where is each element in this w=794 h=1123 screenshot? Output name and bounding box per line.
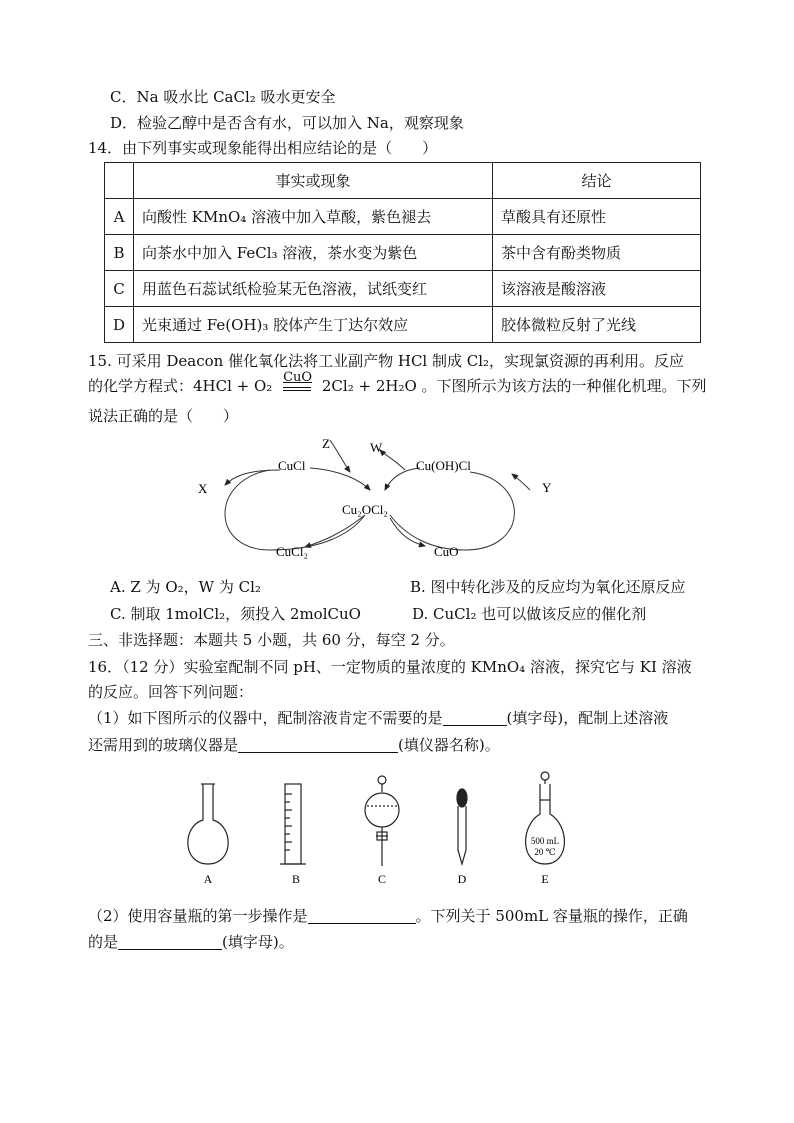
node-x: X: [198, 481, 208, 496]
q16-part2-line2: [88, 931, 294, 953]
row-fact: 光束通过 Fe(OH)₃ 胶体产生丁达尔效应: [134, 307, 493, 343]
apparatus-label-a: A: [203, 872, 213, 886]
row-key: C: [105, 271, 134, 307]
q13-option-d: D．检验乙醇中是否含有水，可以加入 Na，观察现象: [110, 114, 464, 132]
node-z: Z: [322, 436, 330, 451]
q16-part1-text-a: （1）如下图所示的仪器中，配制溶液肯定不需要的是: [88, 709, 443, 727]
table-header-fact: 事实或现象: [134, 163, 493, 199]
row-conclusion: 茶中含有酚类物质: [493, 235, 701, 271]
answer-blank[interactable]: [308, 907, 416, 924]
node-w: W: [370, 440, 383, 455]
answer-blank[interactable]: [238, 736, 398, 753]
q16-part1-text-c: 还需用到的玻璃仪器是: [88, 736, 239, 754]
flask-volume-label: 500 mL: [530, 836, 560, 846]
right-loop-arrow: [390, 472, 514, 550]
q14-stem: 14．由下列事实或现象能得出相应结论的是（ ）: [88, 139, 438, 157]
apparatus-label-b: B: [291, 872, 301, 886]
node-cu2ocl2: Cu₂OCl₂: [342, 502, 388, 517]
q16-part1-line1: [88, 707, 668, 729]
q15-option-b: B. 图中转化涉及的反应均为氧化还原反应: [410, 578, 686, 596]
round-flask-icon: [188, 784, 228, 864]
q13-option-c: C．Na 吸水比 CaCl₂ 吸水更安全: [110, 88, 336, 106]
q15-equation-right: 2Cl₂ + 2H₂O 。下图所示为该方法的一种催化机理。下列: [321, 377, 707, 395]
graduated-cylinder-icon: [280, 784, 306, 864]
node-y: Y: [542, 480, 552, 495]
q16-part1-line2: [88, 734, 500, 756]
table-header-conclusion: 结论: [493, 163, 701, 199]
table-row: [105, 271, 701, 307]
q15-equation-left: 的化学方程式：4HCl + O₂: [88, 377, 273, 395]
table-row: [105, 235, 701, 271]
row-fact: 向茶水中加入 FeCl₃ 溶液，茶水变为紫色: [134, 235, 493, 271]
catalyst-label: CuO: [283, 370, 313, 385]
node-cucl2: CuCl₂: [276, 544, 308, 559]
node-cucl: CuCl: [278, 458, 306, 473]
row-key: A: [105, 199, 134, 235]
q15-line3: 说法正确的是（ ）: [88, 407, 239, 425]
answer-blank[interactable]: [443, 709, 507, 726]
flask-temp-label: 20 ℃: [534, 847, 556, 857]
q16-part2-text-c: 的是: [88, 933, 119, 951]
catalyst-arrow: [277, 370, 317, 397]
catalysis-cycle-diagram: [190, 430, 550, 570]
node-cuohcl: Cu(OH)Cl: [416, 458, 471, 473]
table-header-key: [105, 163, 134, 199]
table-row: [105, 199, 701, 235]
apparatus-label-e: E: [541, 872, 549, 886]
q16-part2-line1: [88, 905, 688, 927]
q16-part1-text-d: (填仪器名称)。: [398, 736, 500, 754]
row-key: B: [105, 235, 134, 271]
q16-line1: 16．（12 分）实验室配制不同 pH、一定物质的量浓度的 KMnO₄ 溶液，探究它与 KI 溶液: [88, 658, 692, 676]
table-header-row: [105, 163, 701, 199]
row-key: D: [105, 307, 134, 343]
row-conclusion: 该溶液是酸溶液: [493, 271, 701, 307]
row-fact: 用蓝色石蕊试纸检验某无色溶液，试纸变红: [134, 271, 493, 307]
q15-line1: 15. 可采用 Deacon 催化氧化法将工业副产物 HCl 制成 Cl₂，实现氯资源的再利用。反应: [88, 352, 685, 370]
q15-option-c: C. 制取 1molCl₂，须投入 2molCuO: [110, 605, 361, 623]
apparatus-label-c: C: [377, 872, 387, 886]
q15-option-d: D. CuCl₂ 也可以做该反应的催化剂: [412, 605, 647, 623]
row-conclusion: 胶体微粒反射了光线: [493, 307, 701, 343]
apparatus-label-d: D: [457, 872, 467, 886]
table-row: [105, 307, 701, 343]
q16-part2-text-d: (填字母)。: [222, 933, 294, 951]
q15-line2: [88, 370, 707, 397]
q16-part2-text-b: 。下列关于 500mL 容量瓶的操作，正确: [415, 907, 688, 925]
q14-table: [104, 162, 701, 343]
q16-part1-text-b: (填字母)，配制上述溶液: [506, 709, 669, 727]
separatory-funnel-icon: [365, 776, 399, 866]
apparatus-figure: [170, 770, 590, 890]
q16-line2: 的反应。回答下列问题：: [88, 683, 254, 701]
q15-option-a: A. Z 为 O₂，W 为 Cl₂: [110, 578, 261, 596]
node-cuo: CuO: [434, 544, 459, 559]
row-fact: 向酸性 KMnO₄ 溶液中加入草酸，紫色褪去: [134, 199, 493, 235]
row-conclusion: 草酸具有还原性: [493, 199, 701, 235]
section-3-title: 三、非选择题：本题共 5 小题，共 60 分，每空 2 分。: [88, 631, 455, 649]
answer-blank[interactable]: [118, 933, 222, 950]
dropper-icon: [457, 789, 467, 864]
q16-part2-text-a: （2）使用容量瓶的第一步操作是: [88, 907, 308, 925]
